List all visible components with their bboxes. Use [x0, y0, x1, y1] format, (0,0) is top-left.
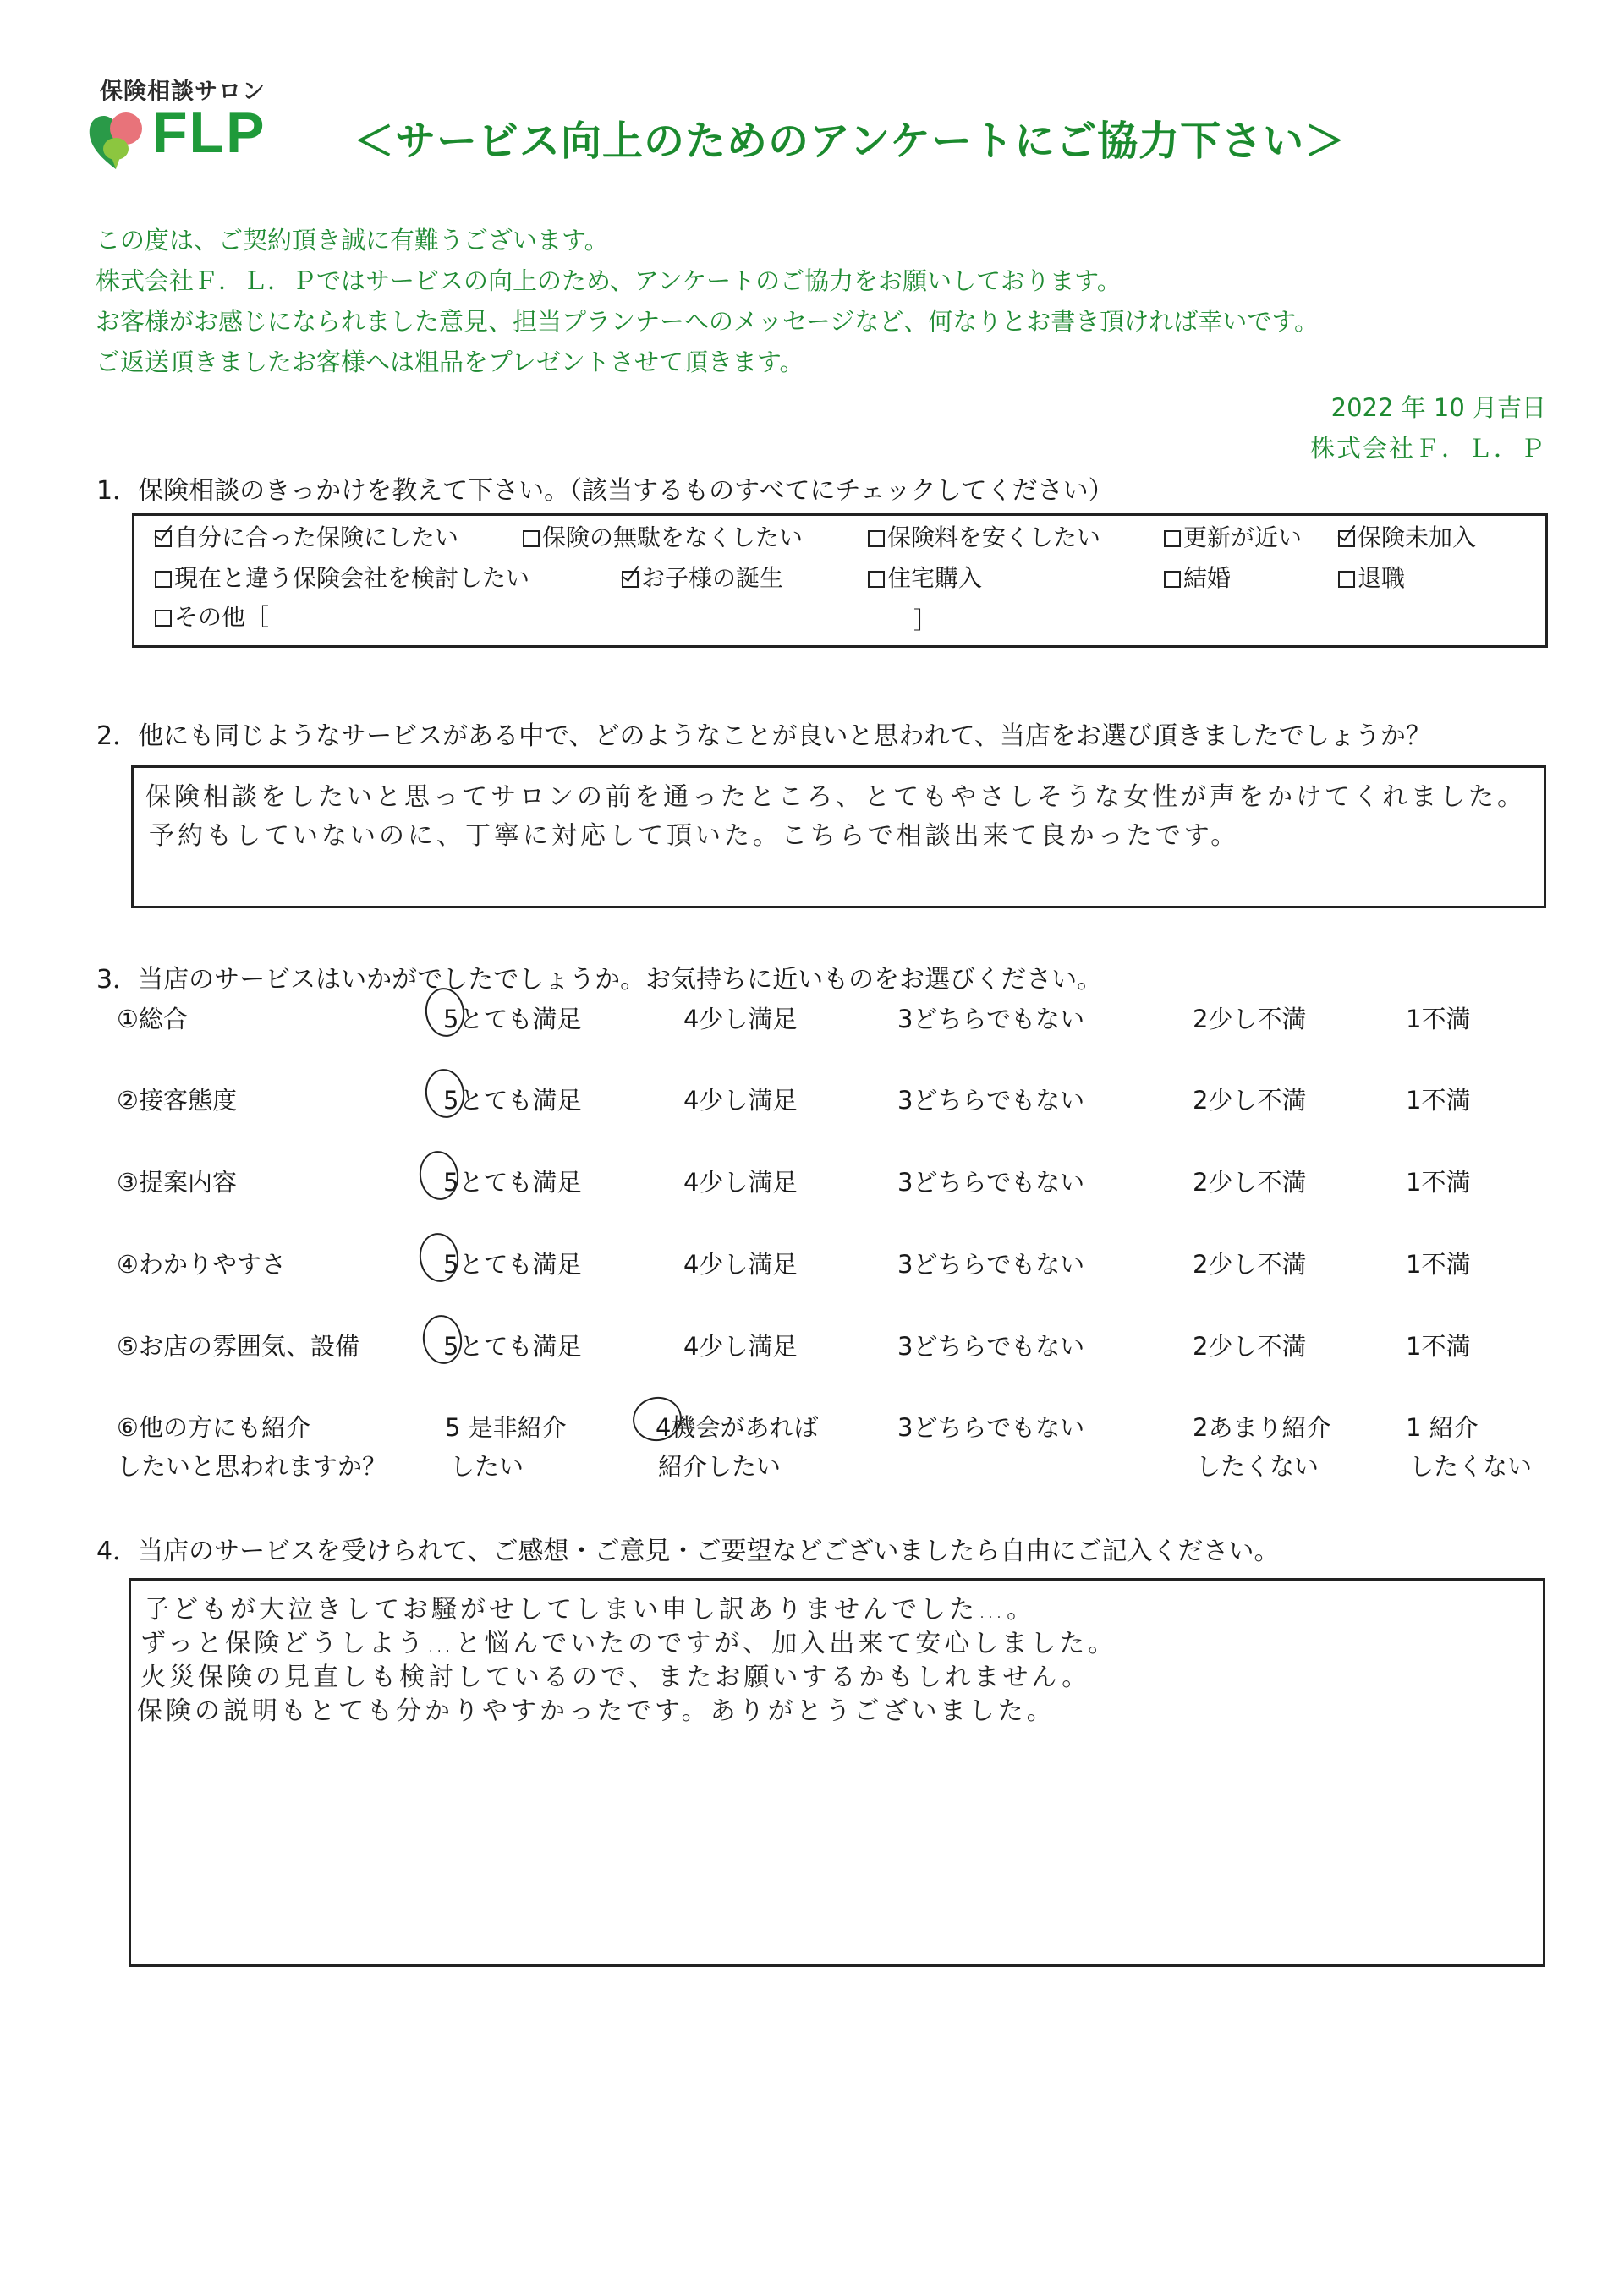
- rating-option-4[interactable]: 4少し満足: [683, 1086, 798, 1115]
- rating-option-2[interactable]: 2少し不満: [1193, 1086, 1307, 1115]
- brand-subtitle: 保険相談サロン: [100, 79, 266, 105]
- issue-date: 2022 年 10 月吉日: [1330, 393, 1546, 422]
- rating-option-4[interactable]: 4少し満足: [683, 1332, 798, 1361]
- checkbox-checked-icon[interactable]: [622, 571, 639, 588]
- checkbox-icon[interactable]: [868, 530, 885, 547]
- referral-option-4-sub: 紹介したい: [658, 1452, 782, 1481]
- option-label: 結婚: [1183, 564, 1232, 592]
- rating-option-2[interactable]: 2少し不満: [1193, 1332, 1307, 1361]
- rating-option-3[interactable]: 3どちらでもない: [897, 1332, 1085, 1361]
- checkbox-icon[interactable]: [1338, 571, 1355, 588]
- rating-option-1[interactable]: 1不満: [1406, 1168, 1471, 1197]
- option-label: 保険料を安くしたい: [887, 523, 1101, 551]
- referral-option-4[interactable]: 4機会があれば: [656, 1413, 819, 1442]
- q4-answer-line: 保険の説明もとても分かりやすかったです。ありがとうございました。: [137, 1696, 1056, 1726]
- option-label: 保険の無駄をなくしたい: [542, 523, 804, 551]
- option-label: 退職: [1358, 564, 1406, 592]
- referral-option-1-sub: したくない: [1409, 1452, 1533, 1481]
- q1-label: 1．保険相談のきっかけを教えて下さい。（該当するものすべてにチェックしてください）: [96, 476, 1114, 506]
- rating-option-3[interactable]: 3どちらでもない: [897, 1168, 1085, 1197]
- rating-option-2[interactable]: 2少し不満: [1193, 1168, 1307, 1197]
- option-label: 更新が近い: [1183, 523, 1303, 551]
- checkbox-icon[interactable]: [1164, 530, 1181, 547]
- intro-line: 株式会社Ｆ．Ｌ．Ｐではサービスの向上のため、アンケートのご協力をお願いしております。: [96, 266, 1122, 295]
- rating-option-3[interactable]: 3どちらでもない: [897, 1005, 1085, 1033]
- rating-option-5[interactable]: 5とても満足: [443, 1250, 582, 1279]
- rating-option-3[interactable]: 3どちらでもない: [897, 1250, 1085, 1279]
- q2-answer-line: 予約もしていないのに、丁寧に対応して頂いた。こちらで相談出来て良かったです。: [149, 821, 1240, 851]
- rating-option-2[interactable]: 2少し不満: [1193, 1250, 1307, 1279]
- q3-item-label: ②接客態度: [117, 1086, 237, 1115]
- q1-option[interactable]: [155, 519, 458, 553]
- checkbox-icon[interactable]: [868, 571, 885, 588]
- rating-option-1[interactable]: 1不満: [1406, 1086, 1471, 1115]
- q1-option[interactable]: [523, 519, 803, 553]
- intro-line: この度は、ご契約頂き誠に有難うございます。: [96, 226, 609, 255]
- checkbox-checked-icon[interactable]: [155, 530, 172, 547]
- q4-answer-line: 子どもが大泣きしてお騒がせしてしまい申し訳ありませんでした…。: [144, 1595, 1035, 1625]
- q3-item-label: ①総合: [117, 1005, 188, 1033]
- q1-option[interactable]: [1164, 519, 1302, 553]
- rating-option-2[interactable]: 2少し不満: [1193, 1005, 1307, 1033]
- rating-option-5[interactable]: 5とても満足: [443, 1086, 582, 1115]
- referral-option-2[interactable]: 2あまり紹介: [1193, 1413, 1331, 1442]
- company-name: 株式会社Ｆ．Ｌ．Ｐ: [1309, 434, 1546, 463]
- q4-label: 4．当店のサービスを受けられて、ご感想・ご意見・ご要望などございましたら自由にご記入ください。: [96, 1537, 1280, 1566]
- rating-option-4[interactable]: 4少し満足: [683, 1168, 798, 1197]
- option-label: 自分に合った保険にしたい: [174, 523, 459, 551]
- option-label: お子様の誕生: [641, 564, 784, 592]
- checkbox-icon[interactable]: [155, 571, 172, 588]
- q3-label: 3．当店のサービスはいかがでしたでしょうか。お気持ちに近いものをお選びください。: [96, 965, 1103, 995]
- q3-item-label: ③提案内容: [117, 1168, 237, 1197]
- option-label: 住宅購入: [887, 564, 983, 592]
- heart-lightgreen-lobe: [103, 138, 129, 160]
- q1-option[interactable]: [868, 560, 982, 594]
- referral-option-1[interactable]: 1 紹介: [1406, 1413, 1479, 1442]
- q4-answer-line: ずっと保険どうしよう…と悩んでいたのですが、加入出来て安心しました。: [140, 1629, 1117, 1658]
- option-label: 保険未加入: [1358, 523, 1477, 551]
- other-close-bracket: ］: [914, 606, 938, 634]
- q1-option-other[interactable]: [155, 599, 269, 633]
- q1-option[interactable]: [1338, 519, 1476, 553]
- q1-option[interactable]: [155, 560, 529, 594]
- heart-logo-icon: [88, 108, 144, 173]
- page-title: ＜サービス向上のためのアンケートにご協力下さい＞: [354, 118, 1347, 165]
- rating-option-1[interactable]: 1不満: [1406, 1250, 1471, 1279]
- q3-referral-label: ⑥他の方にも紹介: [117, 1413, 310, 1442]
- rating-option-5[interactable]: 5とても満足: [443, 1005, 582, 1033]
- q2-answer-line: 保険相談をしたいと思ってサロンの前を通ったところ、とてもやさしそうな女性が声をかけてくれました。: [145, 782, 1526, 812]
- q1-option[interactable]: [868, 519, 1100, 553]
- q2-label: 2．他にも同じようなサービスがある中で、どのようなことが良いと思われて、当店をお選び頂きましたでしょうか？: [96, 721, 1431, 751]
- logo-wordmark: FLP: [152, 101, 266, 165]
- checkbox-icon[interactable]: [1164, 571, 1181, 588]
- rating-option-5[interactable]: 5とても満足: [443, 1332, 582, 1361]
- intro-line: お客様がお感じになられました意見、担当プランナーへのメッセージなど、何なりとお書き頂ければ幸いです。: [96, 307, 1319, 336]
- referral-option-2-sub: したくない: [1196, 1452, 1320, 1481]
- rating-option-1[interactable]: 1不満: [1406, 1332, 1471, 1361]
- q4-answer-line: 火災保険の見直しも検討しているので、またお願いするかもしれません。: [140, 1663, 1091, 1692]
- q1-option[interactable]: [1338, 560, 1405, 594]
- q1-option[interactable]: [1164, 560, 1231, 594]
- q3-item-label: ⑤お店の雰囲気、設備: [117, 1332, 359, 1361]
- q3-item-label: ④わかりやすさ: [117, 1250, 286, 1279]
- referral-option-5[interactable]: 5 是非紹介: [445, 1413, 567, 1442]
- rating-option-4[interactable]: 4少し満足: [683, 1005, 798, 1033]
- checkbox-checked-icon[interactable]: [1338, 530, 1355, 547]
- referral-option-5-sub: したい: [450, 1452, 524, 1481]
- intro-line: ご返送頂きましたお客様へは粗品をプレゼントさせて頂きます。: [96, 348, 804, 376]
- rating-option-4[interactable]: 4少し満足: [683, 1250, 798, 1279]
- option-label: 現在と違う保険会社を検討したい: [174, 564, 530, 592]
- referral-option-3[interactable]: 3どちらでもない: [897, 1413, 1085, 1442]
- rating-option-3[interactable]: 3どちらでもない: [897, 1086, 1085, 1115]
- q1-option[interactable]: [622, 560, 783, 594]
- option-label: その他［: [174, 603, 270, 631]
- q3-referral-label: したいと思われますか？: [117, 1452, 387, 1481]
- rating-option-5[interactable]: 5とても満足: [443, 1168, 582, 1197]
- rating-option-1[interactable]: 1不満: [1406, 1005, 1471, 1033]
- checkbox-icon[interactable]: [155, 610, 172, 627]
- checkbox-icon[interactable]: [523, 530, 540, 547]
